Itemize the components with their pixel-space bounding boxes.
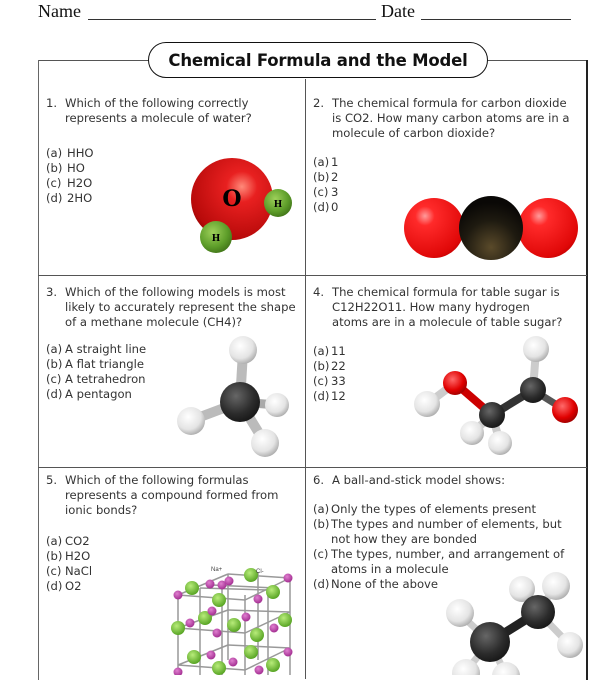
option-b[interactable]: (b) H2O [46, 549, 91, 563]
title-text: Chemical Formula and the Model [168, 50, 468, 70]
question-number: 4. [313, 285, 325, 299]
option-a[interactable]: (a) Only the types of elements present [313, 502, 537, 516]
co2-molecule-image [404, 196, 578, 260]
option-d[interactable]: (d) A pentagon [46, 387, 132, 401]
name-label: Name [38, 1, 81, 21]
option-b[interactable]: (b) HO [46, 161, 85, 175]
option-a[interactable]: (a) 1 [313, 155, 339, 169]
question-text: Which of the following formulas represents a compound formed from ionic bonds? [65, 473, 279, 517]
option-c[interactable]: (c) 33 [313, 374, 346, 388]
option-c[interactable]: (c) A tetrahedron [46, 372, 146, 386]
option-c[interactable]: (c) NaCl [46, 564, 93, 578]
sugar-fragment-molecule-image [414, 336, 578, 455]
question-number: 6. [313, 473, 325, 487]
water-molecule-image [191, 158, 292, 253]
ethane-molecule-image [446, 572, 583, 675]
date-label: Date [381, 1, 415, 21]
option-c[interactable]: (c) H2O [46, 176, 93, 190]
question-text: The chemical formula for table sugar is C12H22O11. How many hydrogen atoms are in a molecule of table sugar? [332, 285, 563, 329]
option-c[interactable]: (c) 3 [313, 185, 339, 199]
option-b[interactable]: (b) A flat triangle [46, 357, 144, 371]
option-c[interactable]: (c) The types, number, and arrangement of atoms in a molecule [313, 547, 565, 576]
svg-text:H: H [211, 234, 221, 244]
option-d[interactable]: (d) None of the above [313, 577, 439, 591]
question-number: 1. [46, 96, 58, 110]
nacl-lattice-image [171, 567, 293, 675]
option-a[interactable]: (a) CO2 [46, 534, 90, 548]
chlorine-label: Cl- [256, 569, 264, 575]
question-number: 2. [313, 96, 325, 110]
option-a[interactable]: (a) 11 [313, 344, 346, 358]
option-b[interactable]: (b) 22 [313, 359, 346, 373]
svg-text:O: O [222, 186, 242, 212]
methane-molecule-image [177, 336, 289, 457]
option-d[interactable]: (d) 12 [313, 389, 346, 403]
question-text: The chemical formula for carbon dioxide is CO2. How many carbon atoms are in a molecule of carbon dioxide? [332, 96, 570, 140]
sodium-label: Na+ [211, 567, 223, 573]
option-a[interactable]: (a) A straight line [46, 342, 147, 356]
question-number: 3. [46, 285, 58, 299]
question-number: 5. [46, 473, 58, 487]
option-d[interactable]: (d) 0 [313, 200, 339, 214]
question-text: Which of the following correctly represents a molecule of water? [65, 96, 252, 125]
question-text: Which of the following models is most likely to accurately represent the shape of a methane molecule (CH4)? [65, 285, 296, 329]
question-text: A ball-and-stick model shows: [332, 473, 505, 487]
option-d[interactable]: (d) O2 [46, 579, 82, 593]
svg-text:H: H [273, 200, 283, 210]
option-b[interactable]: (b) 2 [313, 170, 339, 184]
option-d[interactable]: (d) 2HO [46, 191, 93, 205]
option-b[interactable]: (b) The types and number of elements, but not how they are bonded [313, 517, 562, 546]
option-a[interactable]: (a) HHO [46, 146, 94, 160]
